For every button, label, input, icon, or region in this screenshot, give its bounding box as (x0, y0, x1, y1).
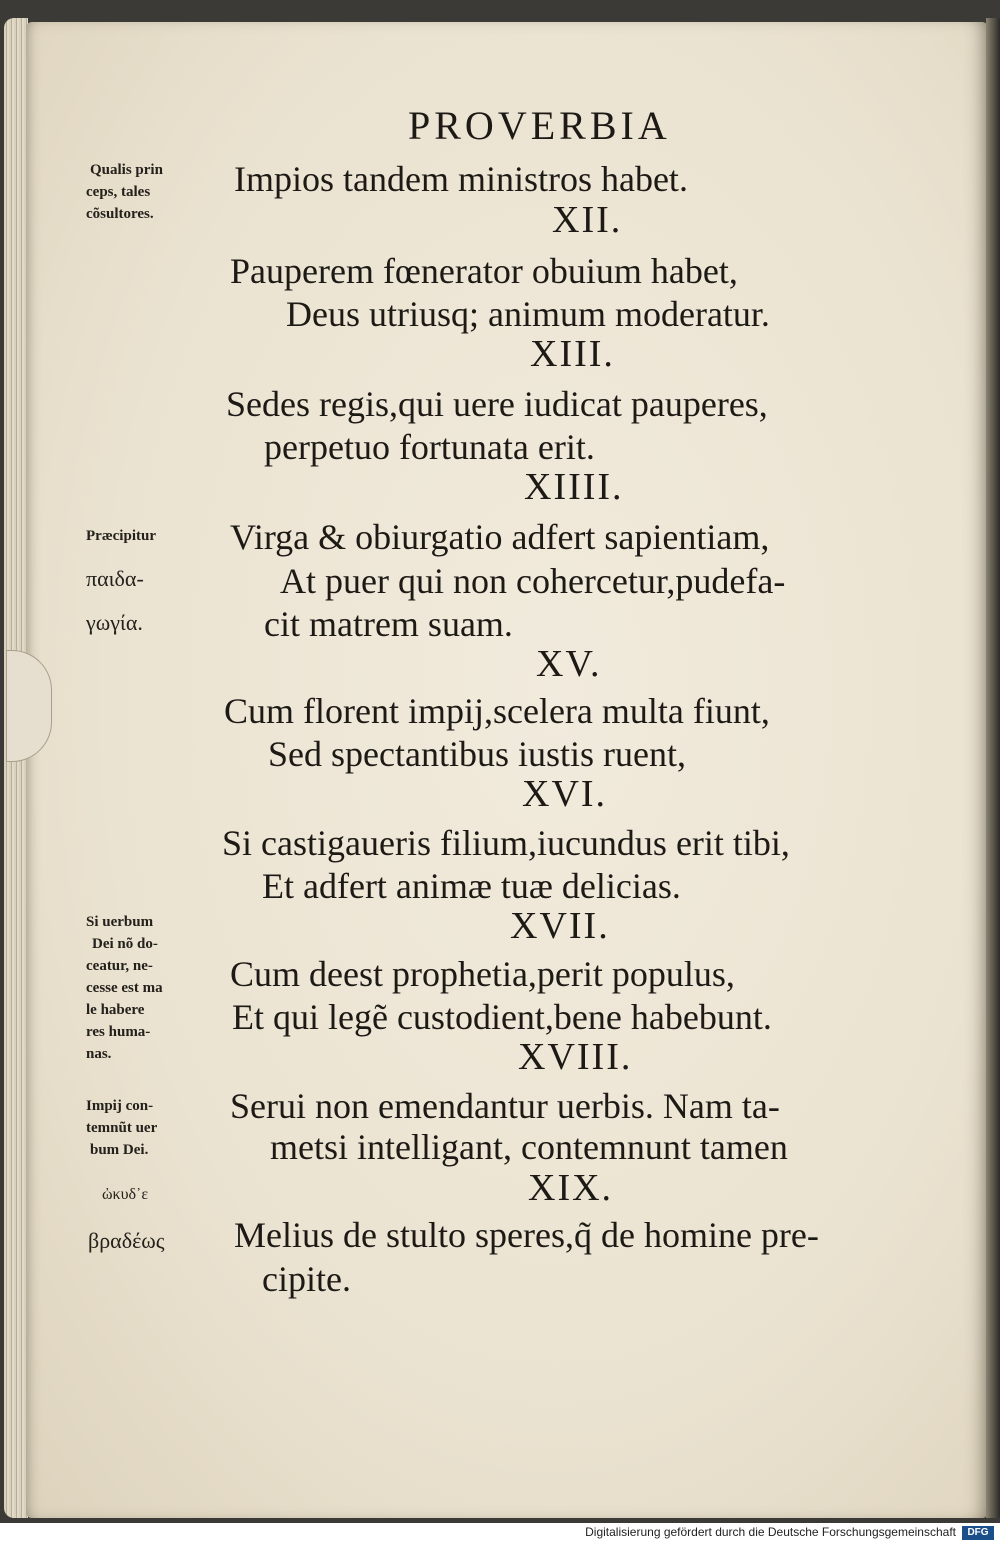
margin-note: cesse est ma (86, 980, 163, 996)
chapter-numeral: XIIII. (524, 466, 624, 508)
verse-line: Melius de stulto speres,q̃ de homine pre- (234, 1215, 819, 1255)
verse-line: Cum florent impij,scelera multa fiunt, (224, 691, 770, 731)
verse-line: cit matrem suam. (264, 604, 513, 644)
verse-line: Sedes regis,qui uere iudicat pauperes, (226, 384, 768, 424)
margin-note: Dei nõ do- (92, 936, 158, 952)
margin-note: Qualis prin (90, 162, 163, 178)
verse-line: Virga & obiurgatio adfert sapientiam, (230, 517, 770, 557)
verse-line: Cum deest prophetia,perit populus, (230, 954, 735, 994)
fore-edge-shadow (986, 18, 1000, 1518)
margin-note: ceatur, ne- (86, 958, 153, 974)
margin-note-greek: ὠκυδ᾽ε (102, 1186, 149, 1203)
chapter-numeral: XIX. (528, 1167, 614, 1209)
verse-line: At puer qui non cohercetur,pudefa- (280, 561, 786, 601)
margin-note-greek: γωγία. (86, 610, 143, 635)
margin-note: bum Dei. (90, 1142, 149, 1158)
page-stack-edge (4, 18, 28, 1518)
verse-line: Deus utriusq; animum moderatur. (286, 294, 770, 334)
chapter-numeral: XVI. (522, 773, 608, 815)
margin-note: nas. (86, 1046, 112, 1062)
verse-line: Si castigaueris filium,iucundus erit tibi, (222, 823, 790, 863)
margin-note: Præcipitur (86, 528, 156, 544)
margin-note-greek: βραδέως (88, 1228, 165, 1253)
margin-note: res huma- (86, 1024, 151, 1040)
margin-note: cõsultores. (86, 206, 154, 222)
margin-note: Impij con- (86, 1098, 154, 1114)
margin-note: temnũt uer (86, 1120, 158, 1136)
verse-line: perpetuo fortunata erit. (264, 427, 595, 467)
verse-line: Impios tandem ministros habet. (234, 159, 688, 199)
verse-line: cipite. (262, 1259, 351, 1299)
margin-note: ceps, tales (86, 184, 151, 200)
chapter-numeral: XII. (552, 199, 623, 241)
page-title: PROVERBIA (408, 103, 671, 148)
verse-line: Et adfert animæ tuæ delicias. (262, 866, 681, 906)
margin-note: Si uerbum (86, 914, 154, 930)
verse-line: metsi intelligant, contemnunt tamen (270, 1127, 788, 1167)
dfg-logo: DFG (962, 1526, 994, 1540)
verse-line: Serui non emendantur uerbis. Nam ta- (230, 1086, 780, 1126)
chapter-numeral: XVIII. (518, 1036, 633, 1078)
footer-bar (0, 1523, 1000, 1543)
footer-credit: Digitalisierung gefördert durch die Deutsche Forschungsgemeinschaft (585, 1525, 956, 1539)
verse-line: Pauperem fœnerator obuium habet, (230, 251, 738, 291)
chapter-numeral: XIII. (530, 333, 615, 375)
chapter-numeral: XV. (536, 643, 602, 685)
margin-note: le habere (86, 1002, 145, 1018)
verse-line: Sed spectantibus iustis ruent, (268, 734, 686, 774)
chapter-numeral: XVII. (510, 905, 610, 947)
verse-line: Et qui legẽ custodient,bene habebunt. (232, 997, 772, 1037)
margin-note-greek: παιδα- (86, 566, 144, 591)
